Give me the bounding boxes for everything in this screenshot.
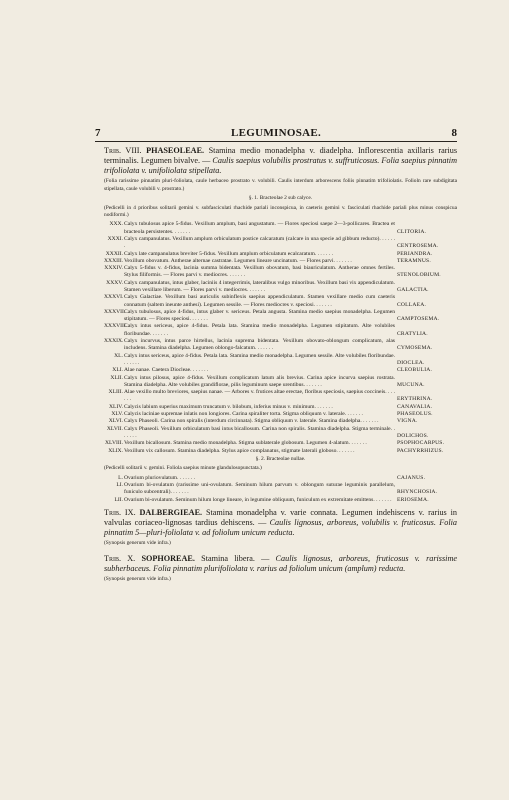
genus-entry xyxy=(104,497,457,504)
genus-entry xyxy=(104,236,457,251)
leader-dots: . . . . . . xyxy=(374,496,392,503)
genus-entry xyxy=(104,265,457,280)
leader-dots: . . . . . . xyxy=(191,367,209,374)
genus-entry xyxy=(104,375,457,390)
leader-dots: . . . . . . xyxy=(124,235,395,250)
leader-dots: . . . . . . xyxy=(178,474,196,481)
genus-name: PERIANDRA. xyxy=(397,250,433,257)
genus-number: XLIV. xyxy=(108,403,123,410)
genus-entry xyxy=(104,294,457,309)
genus-description: Alae nanae. Caetera Diocleae. xyxy=(124,367,192,374)
genus-description: Calyx campanulatus, intus glaber, laciniis 4 integerrimis, lateralibus vulgo minoribus. Vexillum basi vix appendiculatum. Stamen vexillare liberum. — Flores parvi v. mediocres. xyxy=(124,279,395,293)
genus-entry xyxy=(104,448,457,455)
tribe-ix-paragraph xyxy=(104,508,457,538)
genus-entry xyxy=(104,251,457,258)
genus-name: STENOLOBIUM. xyxy=(397,272,441,279)
tribe-label: Trib. IX. xyxy=(104,507,136,517)
leader-dots: . . . . . . xyxy=(337,447,355,454)
genus-name: CAMPTOSEMA. xyxy=(397,316,440,323)
leader-dots: . . . . . . xyxy=(173,228,191,235)
genus-number: XXX. xyxy=(109,221,123,228)
section-1-heading: §. 1. Bracteolae 2 sub calyce. xyxy=(248,195,313,202)
leader-dots: . . . . . . xyxy=(171,489,189,496)
genus-number: XLVII. xyxy=(106,425,123,432)
genus-name: TERAMNUS. xyxy=(397,257,431,264)
genus-entry xyxy=(104,280,457,295)
genus-description: Calyx tubulosus apice 5-fidus. Vexillum amplum, basi angustatum. — Flores speciosi saepe 2—3-pollicares. Bractea et bracteola persistentes. xyxy=(124,221,395,235)
genus-name: CANAVALIA. xyxy=(397,403,433,410)
leader-dots: . . . . . . xyxy=(124,389,396,403)
genus-name: VIGNA. xyxy=(397,418,418,425)
tribe-x-note: (Synopsis generum vide infra.) xyxy=(104,575,171,582)
genus-entry xyxy=(104,338,457,353)
genus-entry xyxy=(104,426,457,441)
genus-description: Vexillum vix callosum. Stamina diadelpha. Stylus apice complanatus, stigmate laterali globoso. xyxy=(124,447,338,454)
genus-description: Alae vexillo multo breviores, saepius nanae. — Arbores v. frutices altae erectae, floribus speciosis, saepius coccineis. xyxy=(124,389,387,396)
genus-name: CLEOBULIA. xyxy=(397,367,433,374)
genus-entry xyxy=(104,418,457,425)
genus-number: XXXVIII. xyxy=(104,323,128,330)
leader-dots: . . . . . . xyxy=(350,440,367,447)
tribe-name: DALBERGIEAE. xyxy=(139,507,203,517)
genus-entry xyxy=(104,440,457,447)
tribe-text: Stamina libera. — xyxy=(201,553,276,563)
header-rule xyxy=(95,141,457,142)
genus-number: XLV. xyxy=(111,411,123,418)
tribe-label: Trib. X. xyxy=(104,553,136,563)
genus-entry xyxy=(104,309,457,324)
genus-number: XXXIV. xyxy=(104,265,123,272)
leader-dots: . . . . . . xyxy=(334,257,352,264)
leader-dots: . . . . . . xyxy=(304,381,322,388)
genus-number: XLIII. xyxy=(108,389,123,396)
genus-description: Calyx intus pilosus, apice 4-fidus. Vexillum complicatum latum alis brevius. Carina apice incurva saepius rostrata. Stamina diadelpha. Alte volubiles grandiflorae, pilis leguminum saepe urentibus. xyxy=(124,374,395,388)
genus-number: XL. xyxy=(114,352,123,359)
genus-name: GALACTIA. xyxy=(397,286,429,293)
genus-description: Calyx 5-fidus v. 4-fidus, lacinia summa bidentata. Vexillum obovatum, basi biauriculatum. Antherae omnes fertiles. Stylus filiformis. — Flores parvi v. mediocres. xyxy=(124,265,395,279)
leader-dots: . . . . . . xyxy=(248,286,266,293)
genus-description: Calyx Phaseoli. Carina non spiralis (interdum circinnata). Stigma obliquum v. laterale. Stamina diadelpha. xyxy=(124,418,362,425)
genus-number: XXXV. xyxy=(106,279,123,286)
tribe-viii-note: (Folia rarissime pinnatim pluri-foliolata, caule herbaceo prostrato v. volubili. Caulis interdum arborescens foliis pinnatim trifoliolatis. Folioln rare subdigitata stipellata, caule volubili v. prostrato.) xyxy=(104,178,457,192)
genus-name: CENTROSEMA. xyxy=(397,243,439,250)
genus-entry xyxy=(104,475,457,482)
genus-number: XXXI. xyxy=(107,235,123,242)
leader-dots: . . . . . . xyxy=(228,272,245,279)
genus-number: XLVIII. xyxy=(105,440,123,447)
genus-number: XXXVII. xyxy=(104,308,126,315)
genus-entry xyxy=(104,367,457,374)
tribe-name: PHASEOLEAE. xyxy=(146,146,205,155)
text-body xyxy=(104,146,457,585)
section-2-note: (Pedicelli solitarii v. gemini. Foliola saepius minute glandulosopunctata.) xyxy=(104,465,262,472)
genus-number: XLVI. xyxy=(108,418,123,425)
genus-number: XXXIII. xyxy=(104,257,124,264)
leader-dots: . . . . . . xyxy=(361,418,379,425)
genus-number: XLII. xyxy=(110,374,123,381)
genus-number: XXXII. xyxy=(105,250,123,257)
genus-description: Calycis labium superius maximum truncatum v. bilobum, inferius minus v. minimum. xyxy=(124,403,316,410)
genus-description: Ovarium bi-ovulatum (rarissime uni-ovulatum. Seminum hilum parvum v. oblongum suturae leguminis parallelum, funiculo subcentrali). xyxy=(124,481,395,496)
leader-dots: . . . . . . xyxy=(315,301,332,308)
genus-name: MUCUNA. xyxy=(397,381,425,388)
genus-description: Ovarium pluriovulatum. xyxy=(124,474,179,481)
genus-entry xyxy=(104,404,457,411)
tribe-habit: Caulis lignosus, arboreus, fruticosus v. rarissime subherbaceus. Folia pinnatim plurifoliolata v. rarius ad foliolum unicum (amplum) reducta. xyxy=(104,553,457,573)
section-2-heading: §. 2. Bracteolae nullae. xyxy=(255,455,306,462)
genus-number: LII. xyxy=(114,496,123,503)
page-number-left: 7 xyxy=(95,127,101,139)
tribe-text: Stamina monadelpha v. varie connata. Legumen indehiscens v. rarius in valvulas coriaceo-lignosas tardius dehiscens. — xyxy=(104,507,457,527)
tribe-label: Trib. VIII. xyxy=(104,146,142,155)
running-header xyxy=(95,127,457,141)
leader-dots: . . . . . . xyxy=(316,250,333,257)
genus-name: CRATYLIA. xyxy=(397,330,428,337)
tribe-habit: Caulis lignosus, arboreus, volubilis v. fruticosus. Folia pinnatim 5—pluri-foliolata v. ad foliolum unicum reducta. xyxy=(104,517,457,537)
genus-number: XXXIX. xyxy=(104,338,124,345)
genus-description: Calyx Phaseoli. Vexillum orbiculatum basi intus bicallosum. Carina non spiralis. Stamina diadelpha. Stigma terminale. xyxy=(124,425,393,432)
genus-description: Calycis laciniae supremae inlatis non longiores. Carina spiraliter torta. Stigma obliquum v. laterale. xyxy=(124,411,347,418)
tribe-text: Stamina medio monadelpha v. diadelpha. Inflorescentia axillaris rarius terminalis. Legumen bivalve. — xyxy=(104,146,458,166)
tribe-ix-note: (Synopsis generum vide infra.) xyxy=(104,540,171,547)
genus-number: LI. xyxy=(116,481,123,488)
genus-name: COLLAEA. xyxy=(397,301,427,308)
genus-name: CAJANUS. xyxy=(397,474,426,481)
genus-number: XLI. xyxy=(112,367,123,374)
genus-name: DOLICHOS. xyxy=(397,432,429,439)
page-number-right: 8 xyxy=(451,127,457,139)
genus-description: Calyx Galactiae. Vexillum basi auriculis subinflexis saepius appendiculatum. Stamen vexillare medio cum caeteris connatum (saltem ineunte anthesi). Legumen sessile. — Flores mediocres v. speciosi. xyxy=(124,294,395,308)
genus-entry xyxy=(104,221,457,236)
genus-entry xyxy=(104,323,457,338)
genus-description: Calyx intus sericeus, apice 4-fidus. Petala lata. Stamina medio monadelpha. Legumen stipitatum. Alte volubiles floribundae. xyxy=(124,323,395,337)
leader-dots: . . . . . . xyxy=(315,403,333,410)
leader-dots: . . . . . . xyxy=(346,411,363,418)
genus-entry xyxy=(104,389,457,404)
genus-name: PSOPHOCARPUS. xyxy=(397,440,445,447)
leader-dots: . . . . . . xyxy=(124,359,140,366)
genus-description: Vexillum bicallosum. Stamina medio monadelpha. Stigma sublaterale globosum. Legumen 4-alatum. xyxy=(124,440,351,447)
genus-name: PHASEOLUS. xyxy=(397,411,433,418)
genus-name: ERIOSEMA. xyxy=(397,496,429,503)
tribe-x-paragraph xyxy=(104,554,457,574)
section-1-note: (Pedicelli in 4 prioribus solitarii gemini v. subfasciculati rhachide pariali inconspicua, in caeteris gemini v. fasciculati rhachide pariali plus minus conspicua nodiformi.) xyxy=(104,204,457,218)
leader-dots: . . . . . . xyxy=(190,316,208,323)
genus-number: XXXVI. xyxy=(104,294,124,301)
genus-name: RHYNCHOSIA. xyxy=(397,489,438,496)
genera-list-section-1 xyxy=(104,221,457,455)
genus-description: Calyx late campanulatus breviter 5-fidus. Vexillum amplum orbiculatum ecalcaratum. xyxy=(124,250,317,257)
genus-description: Ovarium bi-ovulatum. Seminum hilum longe lineare, in legumine obliquum, funiculum ex extremitate emittens. xyxy=(124,496,375,503)
genus-description: Vexillum obovatum. Antherae alternae castratae. Legumen lineare uncinatum. — Flores parvi. xyxy=(124,257,335,264)
genus-description: Calyx tubulosus, apice 4-fidus, intus glaber v. sericeus. Petala angusta. Stamina medio saepius monadelpha. Legumen stipitatum. — Flores speciosi. xyxy=(124,308,395,323)
genus-number: XLIX. xyxy=(108,447,123,454)
leader-dots: . . . . . . xyxy=(151,330,168,337)
genus-name: ERYTHRINA. xyxy=(397,396,433,403)
tribe-habit: Caulis saepius volubilis prostratus v. suffruticosus. Folia saepius pinnatim trifoliolata v. unifoliolata stipellata. xyxy=(104,156,457,176)
genus-description: Calyx intus sericeus, apice 4-fidus. Petala lata. Stamina medio monadelpha. Legumen sessile. Alte volubiles floribundae. xyxy=(124,352,395,359)
tribe-name: SOPHOREAE. xyxy=(141,553,195,563)
genus-name: DIOCLEA. xyxy=(397,359,425,366)
genus-entry xyxy=(104,353,457,368)
genus-number: L. xyxy=(118,474,123,481)
genus-entry xyxy=(104,482,457,497)
genera-list-section-2 xyxy=(104,475,457,504)
tribe-viii-paragraph xyxy=(104,146,457,176)
genus-name: PACHYRRHIZUS. xyxy=(397,447,444,454)
leader-dots: . . . . . . xyxy=(256,345,273,352)
leader-dots: . . . . . . xyxy=(124,425,395,439)
running-title: LEGUMINOSAE. xyxy=(230,127,322,139)
genus-description: Calyx incurvus, intus parce hirtellus, lacinia suprema bidentata. Vexillum obovato-oblongum complicatum, alas includens. Stamina diadelpha. Legumen oblongo-falcatum. xyxy=(124,338,395,352)
genus-name: CYMOSEMA. xyxy=(397,345,433,352)
genus-entry xyxy=(104,258,457,265)
genus-description: Calyx campanulatus. Vexillum amplum orbiculatum postice calcaratum (calcare in una specie ad gibbum reducto). xyxy=(124,235,381,242)
genus-name: CLITORIA. xyxy=(397,228,427,235)
